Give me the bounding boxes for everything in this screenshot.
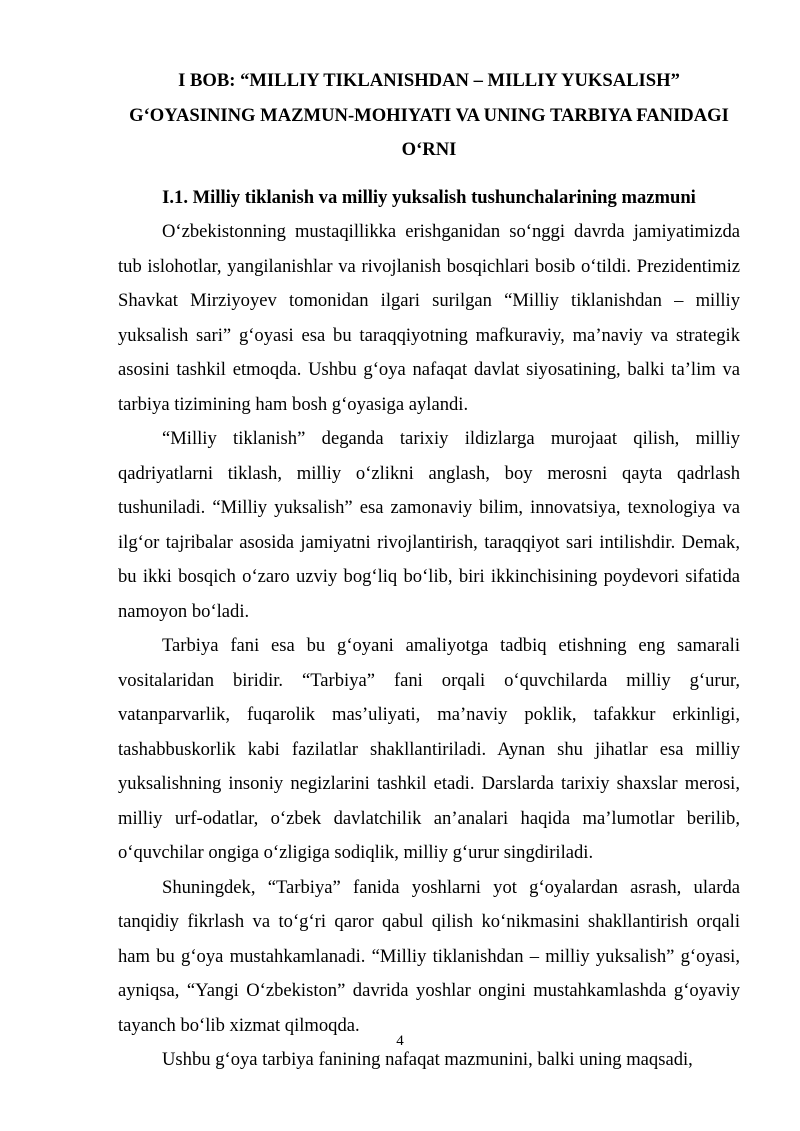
- page-number: 4: [396, 1033, 404, 1049]
- paragraph: Tarbiya fani esa bu g‘oyani amaliyotga tadbiq etishning eng samarali vositalaridan biridir. “Tarbiya” fani orqali o‘quvchilarda milliy g‘urur, vatanparvarlik, fuqarolik mas’uliyati, ma’naviy poklik, tafakkur erkinligi, tashabbuskorlik kabi fazilatlar shakllantiriladi. Aynan shu jihatlar esa milliy yuksalishning insoniy negizlarini tashkil etadi. Darslarda tarixiy shaxslar merosi, milliy urf-odatlar, o‘zbek davlatchilik an’analari haqida ma’lumotlar berilib, o‘quvchilar ongiga o‘zligiga sodiqlik, milliy g‘urur singdiriladi.: [118, 635, 740, 863]
- paragraph: O‘zbekistonning mustaqillikka erishganidan so‘nggi davrda jamiyatimizda tub islohotlar, yangilanishlar va rivojlanish bosqichlari bosib o‘tildi. Prezidentimiz Shavkat Mirziyoyev tomonidan ilgari surilgan “Milliy tiklanishdan – milliy yuksalish sari” g‘oyasi esa bu taraqqiyotning mafkuraviy, ma’naviy va strategik asosini tashkil etmoqda. Ushbu g‘oya nafaqat davlat siyosatining, balki ta’lim va tarbiya tizimining ham bosh g‘oyasiga aylandi.: [118, 221, 740, 415]
- paragraph: Shuningdek, “Tarbiya” fanida yoshlarni yot g‘oyalardan asrash, ularda tanqidiy fikrlash va to‘g‘ri qaror qabul qilish ko‘nikmasini shakllantirish orqali ham bu g‘oya mustahkamlanadi. “Milliy tiklanishdan – milliy yuksalish” g‘oyasi, ayniqsa, “Yangi O‘zbekiston” davrida yoshlar ongini mustahkamlashda g‘oyaviy tayanch bo‘lib xizmat qilmoqda.: [118, 876, 740, 1036]
- document-page: [118, 64, 740, 1078]
- paragraph: “Milliy tiklanish” deganda tarixiy ildizlarga murojaat qilish, milliy qadriyatlarni tiklash, milliy o‘zlikni anglash, boy merosni qayta qadrlash tushuniladi. “Milliy yuksalish” esa zamonaviy bilim, innovatsiya, texnologiya va ilg‘or tajribalar asosida jamiyatni rivojlantirish, taraqqiyot sari intilishdir. Demak, bu ikki bosqich o‘zaro uzviy bog‘liq bo‘lib, biri ikkinchisining poydevori sifatida namoyon bo‘ladi.: [118, 428, 740, 622]
- paragraph: Ushbu g‘oya tarbiya fanining nafaqat mazmunini, balki uning maqsadi,: [162, 1049, 693, 1070]
- section-title: I.1. Milliy tiklanish va milliy yuksalish tushunchalarining mazmuni: [162, 186, 696, 208]
- body-text: [118, 215, 740, 1078]
- chapter-title: I BOB: “MILLIY TIKLANISHDAN – MILLIY YUKSALISH” G‘OYASINING MAZMUN-MOHIYATI VA UNING TARBIYA FANIDAGI O‘RNI: [129, 70, 729, 160]
